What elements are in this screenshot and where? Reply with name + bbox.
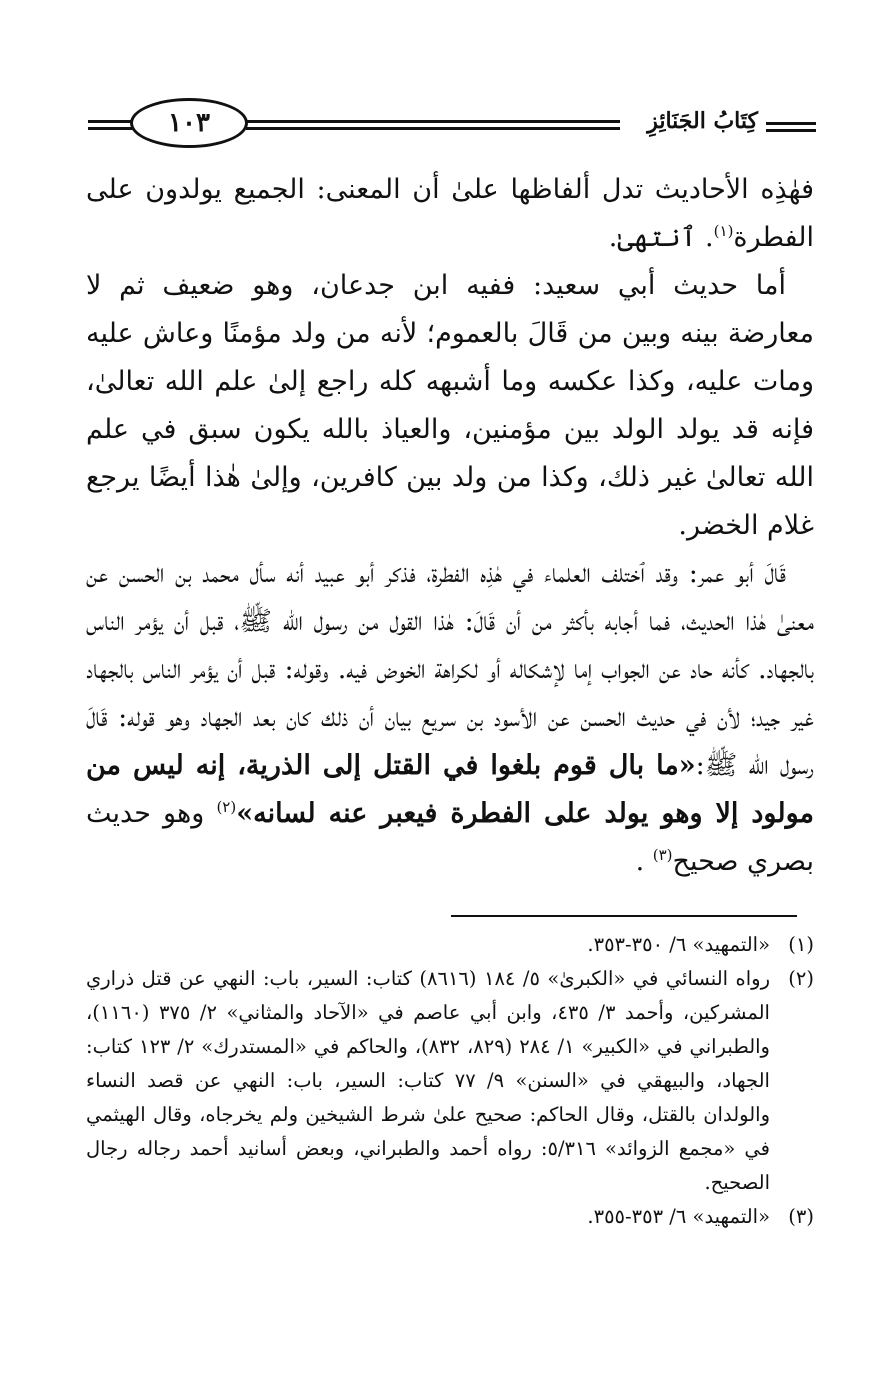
- paragraph-3-text: قَالَ أبو عمر: وقد ٱختلف العلماء في هٰذِه الفطرة، فذكر أبو عبيد أنه سأل محمد بن الحسن عن معنىٰ هٰذا الحديث، فما أجابه بأكثر من أن قَالَ: هٰذا القول من رسول الله ﷺ، قبل أن يؤمر الناس بالجهاد. كأنه حاد عن الجواب إما لإشكاله أو لكراهة الخوض فيه. وقوله: قبل أن يؤمر الناس بالجهاد غير جيد؛ لأن في حديث الحسن عن الأسود بن سريع بيان أن ذلك كان بعد الجهاد وهو قوله: قَالَ رسول الله ﷺ:: [86, 558, 814, 781]
- footnote-number: (٢): [788, 967, 814, 990]
- page-header: [88, 96, 816, 152]
- footnote-1: [86, 928, 814, 962]
- paragraph-3: [86, 550, 814, 886]
- hadith-quote: «ما بال قوم بلغوا في القتل إلى الذرية، إنه ليس من مولود إلا وهو يولد على الفطرة فيعبر عنه لسانه»: [86, 750, 814, 829]
- paragraph-3-end: .: [635, 846, 653, 877]
- footnote-text: «التمهيد» ٦/ ٣٥٣-٣٥٥.: [587, 1205, 770, 1228]
- page-number: ١٠٣: [130, 98, 248, 148]
- main-text: [86, 166, 814, 886]
- header-rule: [246, 120, 620, 134]
- footnote-separator: [451, 915, 797, 917]
- paragraph-1-tail: . ٱنتهىٰ.: [608, 222, 714, 253]
- running-title: كِتَابُ الجَنَائِزِ: [647, 108, 758, 134]
- paragraph-1: [86, 166, 814, 262]
- footnote-ref-3: (٣): [652, 846, 673, 864]
- footnote-ref-2: (٢): [216, 798, 237, 816]
- paragraph-1-text: فهٰذِه الأحاديث تدل ألفاظها علىٰ أن المعنى: الجميع يولدون على الفطرة: [86, 174, 814, 253]
- paragraph-2: أما حديث أبي سعيد: ففيه ابن جدعان، وهو ضعيف ثم لا معارضة بينه وبين من قَالَ بالعموم؛ لأنه من ولد مؤمنًا وعاش عليه ومات عليه، وكذا عكسه وما أشبهه كله راجع إلىٰ علم الله تعالىٰ، فإنه قد يولد الولد بين مؤمنين، والعياذ بالله يكون سبق في علم الله تعالىٰ غير ذلك، وكذا من ولد بين كافرين، وإلىٰ هٰذا أيضًا يرجع غلام الخضر.: [86, 270, 814, 541]
- footnote-text: رواه النسائي في «الكبرىٰ» ٥/ ١٨٤ (٨٦١٦) كتاب: السير، باب: النهي عن قتل ذراري المشركين، وأحمد ٣/ ٤٣٥، وابن أبي عاصم في «الآحاد والمثاني» ٢/ ٣٧٥ (١١٦٠)، والطبراني في «الكبير» ١/ ٢٨٤ (٨٢٩، ٨٣٢)، والحاكم في «المستدرك» ٢/ ١٢٣ كتاب: الجهاد، والبيهقي في «السنن» ٩/ ٧٧ كتاب: السير، باب: النهي عن قصد النساء والولدان بالقتل، وقال الحاكم: صحيح علىٰ شرط الشيخين ولم يخرجاه، وقال الهيثمي في «مجمع الزوائد» ٥/٣١٦: رواه أحمد والطبراني، وبعض أسانيد أحمد رجاله رجال الصحيح.: [86, 967, 771, 1194]
- footnote-2: [86, 962, 814, 1200]
- paragraph-3-tail: وهو حديث بصري صحيح: [86, 798, 814, 877]
- footnote-text: «التمهيد» ٦/ ٣٥٠-٣٥٣.: [587, 933, 770, 956]
- footnote-number: (١): [788, 933, 814, 956]
- footnote-ref-1: (١): [713, 222, 734, 240]
- footnotes: [86, 928, 814, 1234]
- footnote-number: (٣): [788, 1205, 814, 1228]
- footnote-3: [86, 1200, 814, 1234]
- header-ornament-right: [766, 122, 816, 136]
